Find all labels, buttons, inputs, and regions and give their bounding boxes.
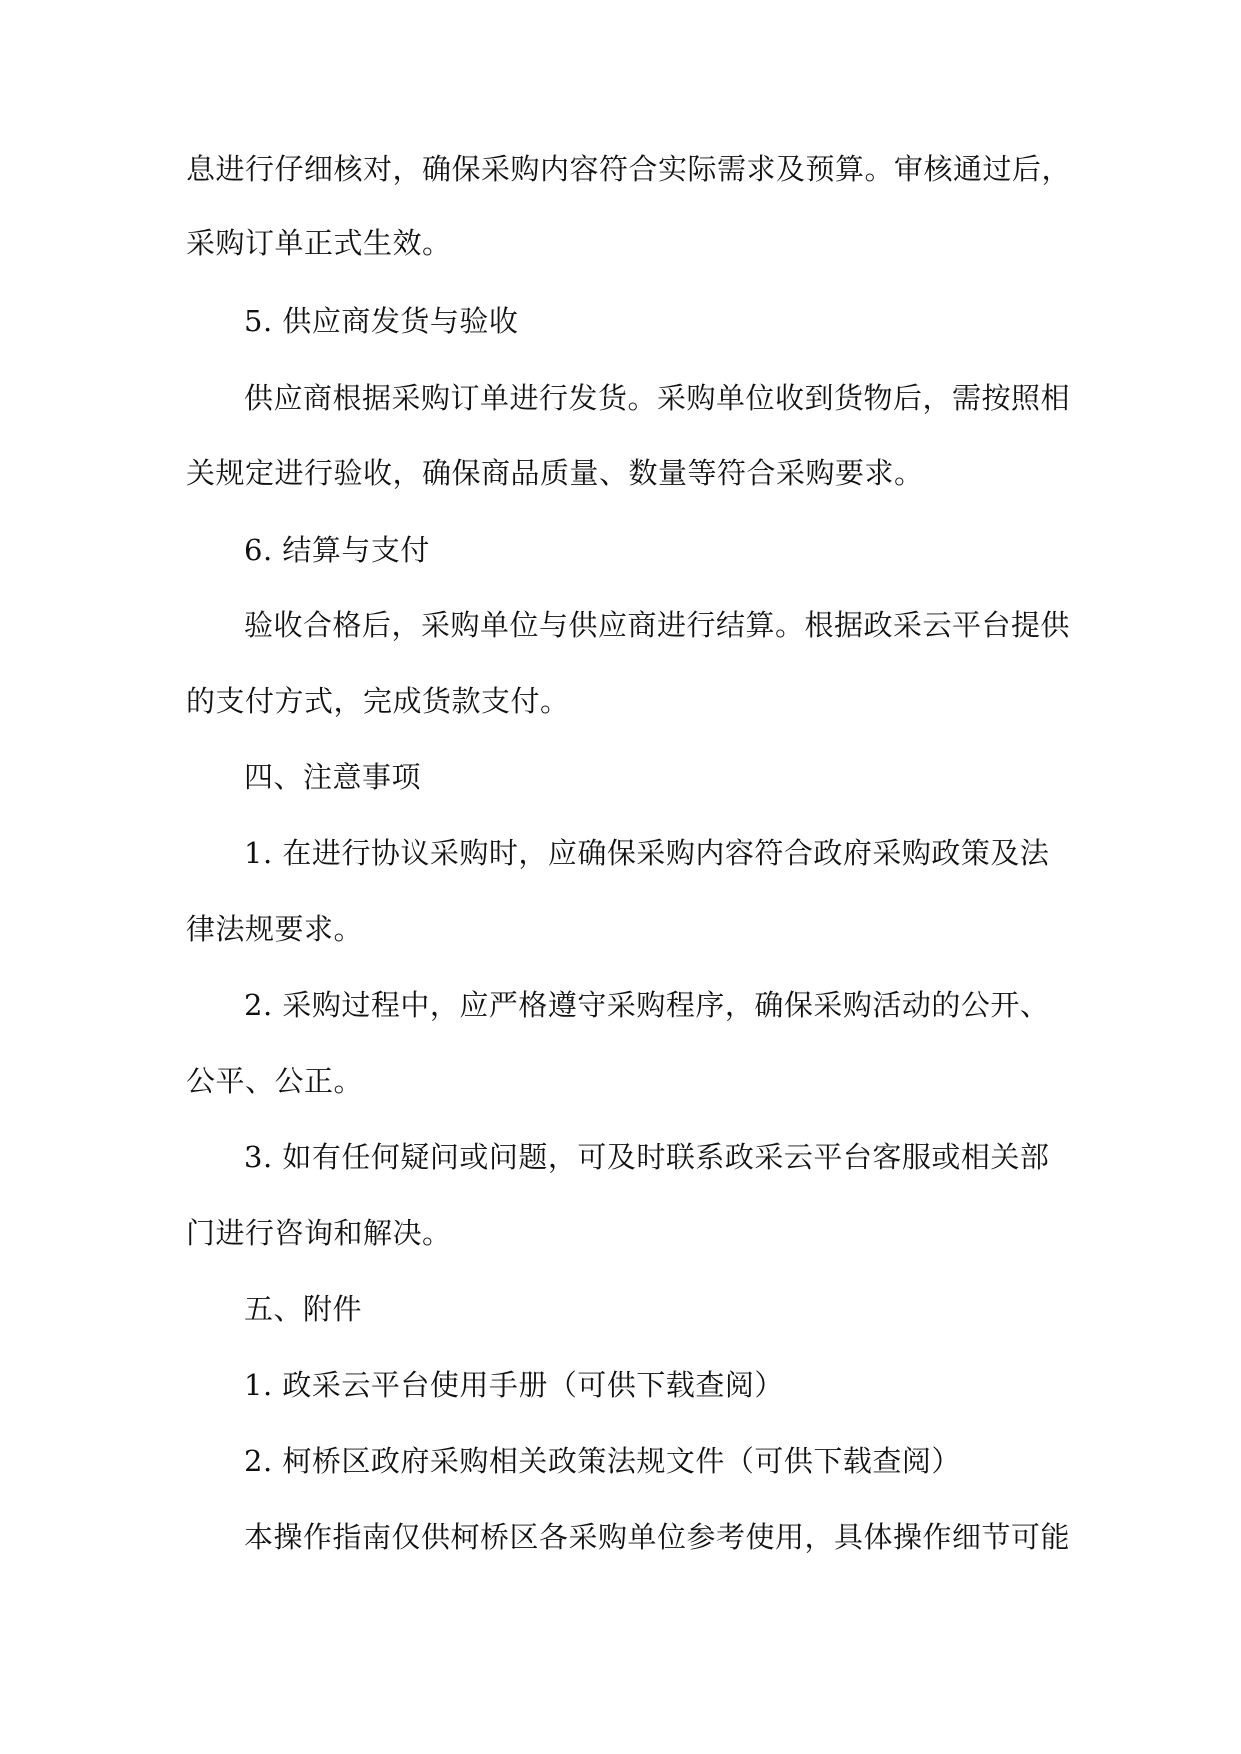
- section-heading-notes: 四、注意事项: [244, 760, 422, 794]
- step-heading-settlement: 6. 结算与支付: [244, 533, 430, 567]
- paragraph-line: 关规定进行验收，确保商品质量、数量等符合采购要求。: [186, 456, 924, 490]
- list-item-continuation: 公平、公正。: [186, 1064, 364, 1098]
- list-item-continuation: 律法规要求。: [186, 912, 364, 946]
- paragraph-line: 验收合格后，采购单位与供应商进行结算。根据政采云平台提供: [244, 608, 1071, 642]
- list-item: 2. 采购过程中，应严格遵守采购程序，确保采购活动的公开、: [244, 988, 1050, 1022]
- paragraph-line: 采购订单正式生效。: [186, 226, 452, 260]
- list-item: 1. 在进行协议采购时，应确保采购内容符合政府采购政策及法: [244, 836, 1050, 870]
- list-item: 3. 如有任何疑问或问题，可及时联系政采云平台客服或相关部: [244, 1140, 1050, 1174]
- step-heading-delivery: 5. 供应商发货与验收: [244, 304, 519, 338]
- paragraph-line: 的支付方式，完成货款支付。: [186, 684, 570, 718]
- attachment-item: 2. 柯桥区政府采购相关政策法规文件（可供下载查阅）: [244, 1444, 961, 1478]
- paragraph-line: 供应商根据采购订单进行发货。采购单位收到货物后，需按照相: [244, 381, 1071, 415]
- list-item-continuation: 门进行咨询和解决。: [186, 1216, 452, 1250]
- paragraph-line: 本操作指南仅供柯桥区各采购单位参考使用，具体操作细节可能: [244, 1520, 1071, 1554]
- attachment-item: 1. 政采云平台使用手册（可供下载查阅）: [244, 1368, 784, 1402]
- section-heading-attachments: 五、附件: [244, 1292, 363, 1326]
- paragraph-line-continuation: 息进行仔细核对，确保采购内容符合实际需求及预算。审核通过后，: [186, 152, 1072, 186]
